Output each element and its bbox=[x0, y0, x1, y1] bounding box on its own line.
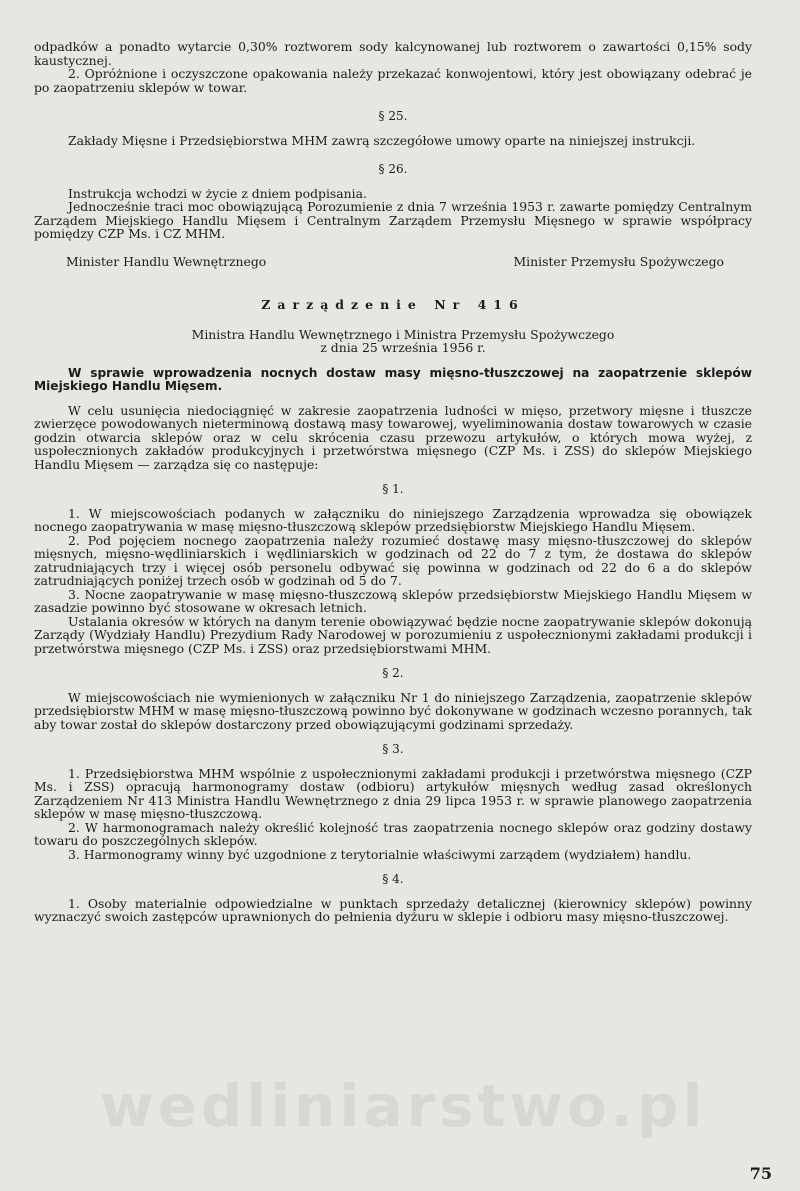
order-subtitle-line-1: Ministra Handlu Wewnętrznego i Ministra Przemysłu Spożywczego bbox=[191, 326, 615, 342]
section-1-paragraph-3: 3. Nocne zaopatrywanie w masę mięsno-tłuszczową sklepów przedsiębiorstw Miejskiego Handlu Mięsem w zasadzie powinno być stosowane w okresach letnich. bbox=[34, 586, 752, 615]
continuation-paragraph-2: 2. Opróżnione i oczyszczone opakowania należy przekazać konwojentowi, który jest obowiązany odebrać je po zaopatrzeniu sklepów w towar. bbox=[34, 66, 752, 95]
section-heading-3: § 3. bbox=[382, 742, 404, 756]
section-3-paragraph-3: 3. Harmonogramy winny być uzgodnione z terytorialnie właściwymi zarządem (wydziałem) handlu. bbox=[68, 846, 692, 862]
order-preamble: W celu usunięcia niedociągnięć w zakresie zaopatrzenia ludności w mięso, przetwory mięsne i tłuszcze zwierzęce powodowanych nieterminową dostawą masy towarowej, wyeliminowania dostaw towarowych w czasie godzin otwarcia sklepów oraz w celu skrócenia czasu przewozu artykułów, o których mowa wyżej, z uspołecznionych zakładów produkcyjnych i przetwórstwa mięsnego (CZP Ms. i ZSS) do sklepów Miejskiego Handlu Mięsem — zarządza się co następuje: bbox=[34, 402, 752, 472]
section-heading-25: § 25. bbox=[378, 109, 408, 123]
section-2-text: W miejscowościach nie wymienionych w załączniku Nr 1 do niniejszego Zarządzenia, zaopatrzenie sklepów przedsiębiorstw MHM w masę mięsno-tłuszczową powinno być dokonywane w godzinach wczesno porannych, tak aby towar został do sklepów dostarczony przed obowiązującymi godzinami sprzedaży. bbox=[34, 689, 752, 732]
section-1-paragraph-1: 1. W miejscowościach podanych w załączniku do niniejszego Zarządzenia wprowadza się obowiązek nocnego zaopatrywania w masę mięsno-tłuszczową sklepów przedsiębiorstw Miejskiego Handlu Mięsem. bbox=[34, 505, 752, 534]
order-subject: W sprawie wprowadzenia nocnych dostaw masy mięsno-tłuszczowej na zaopatrzenie sklepów Miejskiego Handlu Mięsem. bbox=[34, 365, 752, 393]
section-heading-2: § 2. bbox=[382, 666, 404, 680]
page-number: 75 bbox=[749, 1164, 772, 1183]
section-3-paragraph-2: 2. W harmonogramach należy określić kolejność tras zaopatrzenia nocnego sklepów oraz godziny dostawy towaru do poszczególnych sklepów. bbox=[34, 819, 752, 848]
order-title: Zarządzenie Nr 416 bbox=[261, 297, 525, 312]
section-26-paragraph-1: Instrukcja wchodzi w życie z dniem podpisania. bbox=[68, 185, 367, 201]
section-1-paragraph-4: Ustalania okresów w których na danym terenie obowiązywać będzie nocne zaopatrywanie sklepów dokonują Zarządy (Wydziały Handlu) Prezydium Rady Narodowej w porozumieniu z uspołecznionymi zakładami produkcji i przetwórstwa mięsnego (CZP Ms. i ZSS) oraz przedsiębiorstwami MHM. bbox=[34, 613, 752, 656]
watermark: wedliniarstwo.pl bbox=[100, 1072, 707, 1140]
section-heading-26: § 26. bbox=[378, 162, 408, 176]
continuation-paragraph: odpadków a ponadto wytarcie 0,30% roztworem sody kalcynowanej lub roztworem o zawartości 0,15% sody kaustycznej. bbox=[34, 39, 752, 68]
signature-right: Minister Przemysłu Spożywczego bbox=[513, 253, 724, 269]
signature-left: Minister Handlu Wewnętrznego bbox=[66, 253, 267, 269]
section-25-text: Zakłady Mięsne i Przedsiębiorstwa MHM zawrą szczegółowe umowy oparte na niniejszej instrukcji. bbox=[68, 132, 696, 148]
order-subtitle-line-2: z dnia 25 września 1956 r. bbox=[320, 340, 486, 355]
section-26-paragraph-2: Jednocześnie traci moc obowiązującą Porozumienie z dnia 7 września 1953 r. zawarte pomiędzy Centralnym Zarządem Miejskiego Handlu Mięsem i Centralnym Zarządem Przemysłu Mięsnego w sprawie współpracy pomiędzy CZP Ms. i CZ MHM. bbox=[34, 199, 752, 241]
section-1-paragraph-2: 2. Pod pojęciem nocnego zaopatrzenia należy rozumieć dostawę masy mięsno-tłuszczowej do sklepów mięsnych, mięsno-wędliniarskich i wędliniarskich w godzinach od 22 do 7 z tym, że dostawa do sklepów zatrudniających trzy i więcej osób personelu odbywać się powinna w godzinach od 22 do 6 a do sklepów zatrudniających poniżej trzech osób w godzinah od 5 do 7. bbox=[34, 532, 752, 588]
section-heading-1: § 1. bbox=[382, 482, 404, 496]
section-3-paragraph-1: 1. Przedsiębiorstwa MHM wspólnie z uspołecznionymi zakładami produkcji i przetwórstwa mięsnego (CZP Ms. i ZSS) opracują harmonogramy dostaw (odbioru) artykułów mięsnych według zasad określonych Zarządzeniem Nr 413 Ministra Handlu Wewnętrznego z dnia 29 lipca 1953 r. w sprawie planowego zaopatrzenia sklepów w masę mięsno-tłuszczową. bbox=[34, 765, 752, 821]
signature-line bbox=[34, 255, 752, 269]
section-4-paragraph-1: 1. Osoby materialnie odpowiedzialne w punktach sprzedaży detalicznej (kierownicy sklepów) powinny wyznaczyć swoich zastępców uprawnionych do pełnienia dyżuru w sklepie i odbioru masy mięsno-tłuszczowej. bbox=[34, 895, 752, 924]
section-heading-4: § 4. bbox=[382, 872, 404, 886]
document-body bbox=[34, 40, 752, 924]
